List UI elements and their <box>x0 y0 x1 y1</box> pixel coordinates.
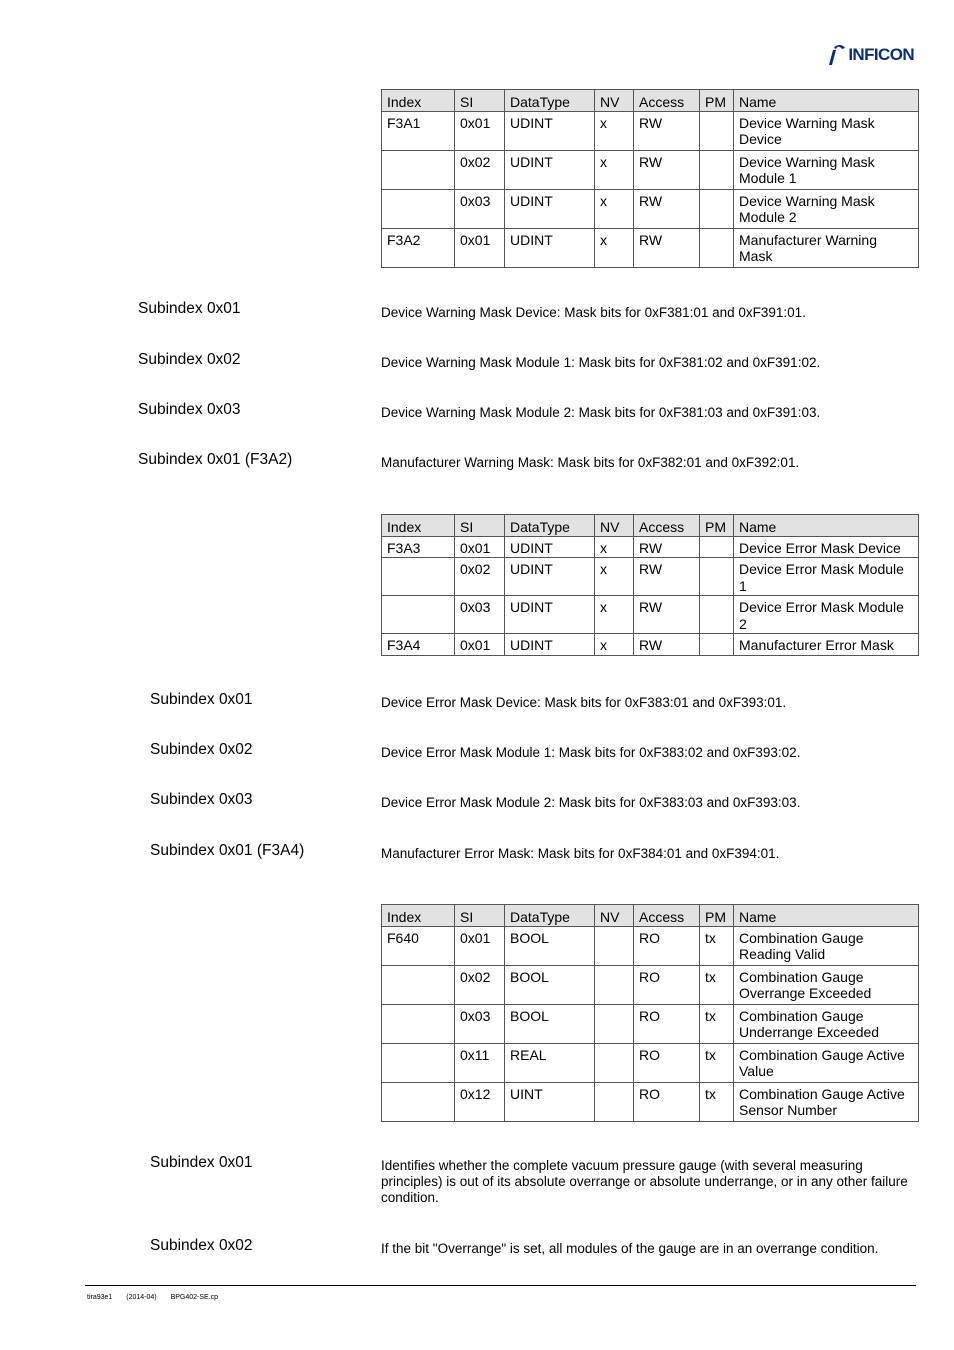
inficon-logo-mark <box>826 44 846 66</box>
subindex-label: Subindex 0x03 <box>138 401 241 418</box>
subindex-label: Subindex 0x01 <box>150 691 253 708</box>
table-row <box>382 1004 919 1043</box>
col-nv: NV <box>595 905 634 927</box>
subindex-description: Manufacturer Error Mask: Mask bits for 0xF384:01 and 0xF394:01. <box>381 846 780 861</box>
col-nv: NV <box>595 515 634 537</box>
cell-name: Manufacturer Warning Mask <box>734 228 919 267</box>
cell-pm: tx <box>700 1004 734 1043</box>
cell-name: Device Warning Mask Module 1 <box>734 150 919 189</box>
subindex-label: Subindex 0x01 (F3A2) <box>138 451 293 468</box>
cell-datatype: BOOL <box>505 965 595 1004</box>
col-index: Index <box>382 90 455 112</box>
col-name: Name <box>734 90 919 112</box>
cell-nv: x <box>595 596 634 634</box>
inficon-logo <box>826 44 914 66</box>
cell-access: RO <box>634 1082 700 1121</box>
col-name: Name <box>734 515 919 537</box>
cell-nv <box>595 1043 634 1082</box>
cell-index <box>382 150 455 189</box>
col-nv: NV <box>595 90 634 112</box>
table-header-row <box>382 90 919 112</box>
table-row <box>382 596 919 634</box>
cell-name: Combination Gauge Active Value <box>734 1043 919 1082</box>
cell-name: Combination Gauge Underrange Exceeded <box>734 1004 919 1043</box>
subindex-description: Device Error Mask Module 1: Mask bits for 0xF383:02 and 0xF393:02. <box>381 745 801 760</box>
cell-access: RW <box>634 150 700 189</box>
cell-datatype: UDINT <box>505 558 595 596</box>
cell-pm <box>700 150 734 189</box>
cell-index <box>382 558 455 596</box>
subindex-description: Device Error Mask Device: Mask bits for 0xF383:01 and 0xF393:01. <box>381 695 787 710</box>
subindex-description: Device Warning Mask Device: Mask bits for 0xF381:01 and 0xF391:01. <box>381 305 806 320</box>
subindex-label: Subindex 0x03 <box>150 791 253 808</box>
col-si: SI <box>455 515 505 537</box>
cell-datatype: UDINT <box>505 596 595 634</box>
col-pm: PM <box>700 90 734 112</box>
col-index: Index <box>382 905 455 927</box>
subindex-label: Subindex 0x02 <box>138 351 241 368</box>
cell-access: RW <box>634 111 700 150</box>
cell-name: Manufacturer Error Mask <box>734 634 919 656</box>
col-access: Access <box>634 515 700 537</box>
col-si: SI <box>455 905 505 927</box>
table-row <box>382 558 919 596</box>
cell-pm <box>700 596 734 634</box>
cell-access: RW <box>634 596 700 634</box>
cell-si: 0x03 <box>455 596 505 634</box>
cell-pm <box>700 189 734 228</box>
cell-si: 0x02 <box>455 558 505 596</box>
cell-datatype: UDINT <box>505 634 595 656</box>
col-pm: PM <box>700 515 734 537</box>
cell-pm <box>700 634 734 656</box>
cell-index: F3A4 <box>382 634 455 656</box>
cell-nv <box>595 965 634 1004</box>
cell-index <box>382 596 455 634</box>
cell-access: RW <box>634 558 700 596</box>
subindex-label: Subindex 0x01 <box>138 300 241 317</box>
cell-si: 0x01 <box>455 228 505 267</box>
cell-nv: x <box>595 634 634 656</box>
cell-si: 0x02 <box>455 965 505 1004</box>
cell-name: Device Warning Mask Module 2 <box>734 189 919 228</box>
cell-name: Combination Gauge Active Sensor Number <box>734 1082 919 1121</box>
cell-pm <box>700 111 734 150</box>
cell-datatype: UDINT <box>505 228 595 267</box>
cell-pm <box>700 228 734 267</box>
footer-file: BPG402-SE.cp <box>170 1294 219 1301</box>
cell-datatype: UDINT <box>505 536 595 558</box>
cell-name: Device Error Mask Module 1 <box>734 558 919 596</box>
cell-datatype: BOOL <box>505 1004 595 1043</box>
cell-datatype: UDINT <box>505 150 595 189</box>
cell-pm <box>700 558 734 596</box>
cell-pm: tx <box>700 926 734 965</box>
cell-pm <box>700 536 734 558</box>
cell-access: RW <box>634 228 700 267</box>
subindex-description: Device Warning Mask Module 2: Mask bits for 0xF381:03 and 0xF391:03. <box>381 405 821 420</box>
subindex-description: Device Error Mask Module 2: Mask bits for 0xF383:03 and 0xF393:03. <box>381 795 801 810</box>
logo-text: INFICON <box>848 45 914 64</box>
cell-nv: x <box>595 558 634 596</box>
table-row <box>382 926 919 965</box>
col-datatype: DataType <box>505 90 595 112</box>
cell-pm: tx <box>700 965 734 1004</box>
subindex-label: Subindex 0x01 <box>150 1154 253 1171</box>
combination-gauge-table <box>381 904 919 1122</box>
cell-access: RW <box>634 189 700 228</box>
cell-index <box>382 1082 455 1121</box>
cell-index: F3A1 <box>382 111 455 150</box>
cell-name: Device Error Mask Device <box>734 536 919 558</box>
footer-date: (2014-04) <box>126 1294 157 1301</box>
footer-rule <box>85 1285 916 1286</box>
table-header-row <box>382 905 919 927</box>
col-name: Name <box>734 905 919 927</box>
cell-access: RO <box>634 926 700 965</box>
cell-nv <box>595 1082 634 1121</box>
cell-access: RO <box>634 1043 700 1082</box>
table-row <box>382 965 919 1004</box>
cell-nv <box>595 1004 634 1043</box>
col-pm: PM <box>700 905 734 927</box>
cell-pm: tx <box>700 1082 734 1121</box>
cell-si: 0x03 <box>455 189 505 228</box>
table-row <box>382 111 919 150</box>
subindex-description: Identifies whether the complete vacuum pressure gauge (with several measuring principles) is out of its absolute overrange or absolute underrange, or in any other failure condition. <box>381 1158 908 1205</box>
cell-si: 0x01 <box>455 634 505 656</box>
cell-si: 0x11 <box>455 1043 505 1082</box>
subindex-label: Subindex 0x01 (F3A4) <box>150 842 305 859</box>
cell-nv: x <box>595 189 634 228</box>
col-access: Access <box>634 905 700 927</box>
cell-datatype: BOOL <box>505 926 595 965</box>
col-index: Index <box>382 515 455 537</box>
cell-nv: x <box>595 228 634 267</box>
col-access: Access <box>634 90 700 112</box>
cell-index: F3A3 <box>382 536 455 558</box>
cell-index: F640 <box>382 926 455 965</box>
subindex-description: Device Warning Mask Module 1: Mask bits for 0xF381:02 and 0xF391:02. <box>381 355 821 370</box>
footer-doc-id: tira93e1 <box>87 1294 113 1301</box>
subindex-label: Subindex 0x02 <box>150 1237 253 1254</box>
table-row <box>382 1082 919 1121</box>
col-si: SI <box>455 90 505 112</box>
col-datatype: DataType <box>505 515 595 537</box>
error-mask-table <box>381 514 919 656</box>
cell-si: 0x01 <box>455 926 505 965</box>
table-row <box>382 189 919 228</box>
cell-index <box>382 1004 455 1043</box>
cell-datatype: REAL <box>505 1043 595 1082</box>
cell-name: Combination Gauge Overrange Exceeded <box>734 965 919 1004</box>
cell-index <box>382 1043 455 1082</box>
subindex-description: Manufacturer Warning Mask: Mask bits for 0xF382:01 and 0xF392:01. <box>381 455 800 470</box>
cell-access: RW <box>634 634 700 656</box>
table-row <box>382 536 919 558</box>
cell-access: RW <box>634 536 700 558</box>
cell-name: Device Warning Mask Device <box>734 111 919 150</box>
footer <box>87 1294 230 1301</box>
cell-si: 0x12 <box>455 1082 505 1121</box>
cell-name: Combination Gauge Reading Valid <box>734 926 919 965</box>
cell-access: RO <box>634 1004 700 1043</box>
table-row <box>382 228 919 267</box>
cell-si: 0x01 <box>455 111 505 150</box>
warning-mask-table <box>381 89 919 268</box>
cell-nv: x <box>595 150 634 189</box>
cell-index <box>382 965 455 1004</box>
subindex-description: If the bit "Overrange" is set, all modules of the gauge are in an overrange condition. <box>381 1241 879 1256</box>
cell-si: 0x03 <box>455 1004 505 1043</box>
table-row <box>382 634 919 656</box>
table-header-row <box>382 515 919 537</box>
cell-name: Device Error Mask Module 2 <box>734 596 919 634</box>
cell-si: 0x02 <box>455 150 505 189</box>
table-row <box>382 150 919 189</box>
cell-si: 0x01 <box>455 536 505 558</box>
cell-datatype: UDINT <box>505 111 595 150</box>
cell-nv <box>595 926 634 965</box>
table-row <box>382 1043 919 1082</box>
cell-nv: x <box>595 536 634 558</box>
cell-nv: x <box>595 111 634 150</box>
cell-access: RO <box>634 965 700 1004</box>
col-datatype: DataType <box>505 905 595 927</box>
cell-datatype: UINT <box>505 1082 595 1121</box>
cell-pm: tx <box>700 1043 734 1082</box>
cell-datatype: UDINT <box>505 189 595 228</box>
cell-index: F3A2 <box>382 228 455 267</box>
subindex-label: Subindex 0x02 <box>150 741 253 758</box>
cell-index <box>382 189 455 228</box>
